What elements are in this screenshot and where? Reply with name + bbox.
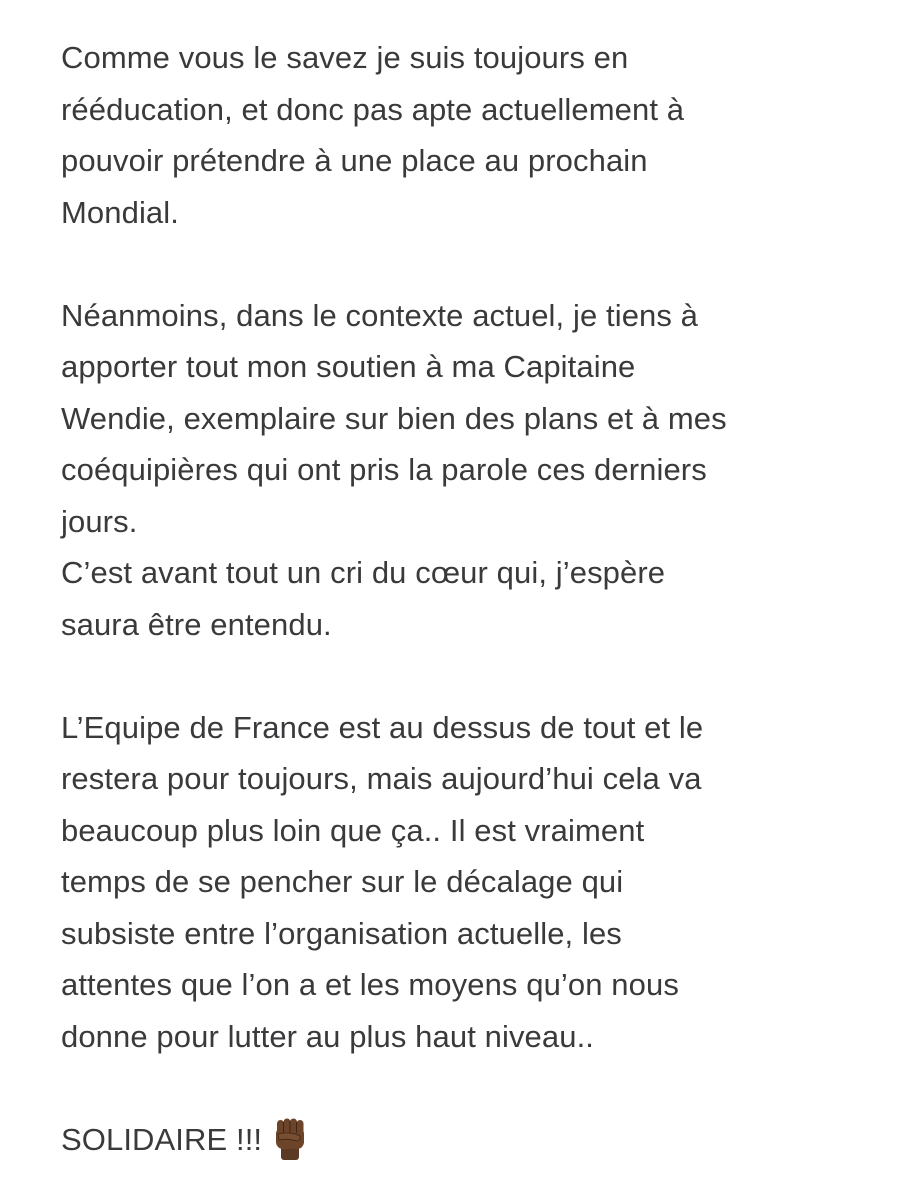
text-line: jours. — [61, 503, 138, 539]
text-line: saura être entendu. — [61, 606, 332, 642]
paragraph-gap — [61, 1062, 881, 1114]
text-line: donne pour lutter au plus haut niveau.. — [61, 1018, 595, 1054]
text-line: Néanmoins, dans le contexte actuel, je tiens à — [61, 297, 699, 333]
text-line: coéquipières qui ont pris la parole ces derniers — [61, 452, 707, 487]
text-line: beaucoup plus loin que ça.. Il est vraiment — [61, 812, 645, 848]
text-line: attentes que l’on a et les moyens qu’on nous — [61, 967, 679, 1002]
closing-line — [61, 1114, 881, 1166]
text-line: restera pour toujours, mais aujourd’hui cela va — [61, 761, 702, 796]
note-body — [61, 32, 881, 1165]
raised-fist-icon — [270, 1117, 310, 1161]
closing-text: SOLIDAIRE !!! — [61, 1121, 263, 1157]
text-line: C’est avant tout un cri du cœur qui, j’espère — [61, 555, 666, 590]
text-line: subsiste entre l’organisation actuelle, les — [61, 915, 622, 951]
fist-finger — [297, 1120, 304, 1134]
text-line: pouvoir prétendre à une place au prochain — [61, 143, 648, 178]
text-line: Mondial. — [61, 194, 179, 230]
paragraph-gap — [61, 650, 881, 702]
text-line: rééducation, et donc pas apte actuellement à — [61, 91, 685, 127]
text-line: L’Equipe de France est au dessus de tout et le — [61, 709, 704, 745]
text-line: Wendie, exemplaire sur bien des plans et à mes — [61, 400, 727, 436]
fist-finger — [290, 1119, 297, 1134]
fist-finger — [284, 1119, 291, 1134]
paragraph-gap — [61, 238, 881, 290]
text-line: temps de se pencher sur le décalage qui — [61, 864, 624, 899]
text-line: Comme vous le savez je suis toujours en — [61, 40, 629, 75]
fist-finger — [277, 1120, 284, 1134]
text-line: apporter tout mon soutien à ma Capitaine — [61, 349, 636, 384]
